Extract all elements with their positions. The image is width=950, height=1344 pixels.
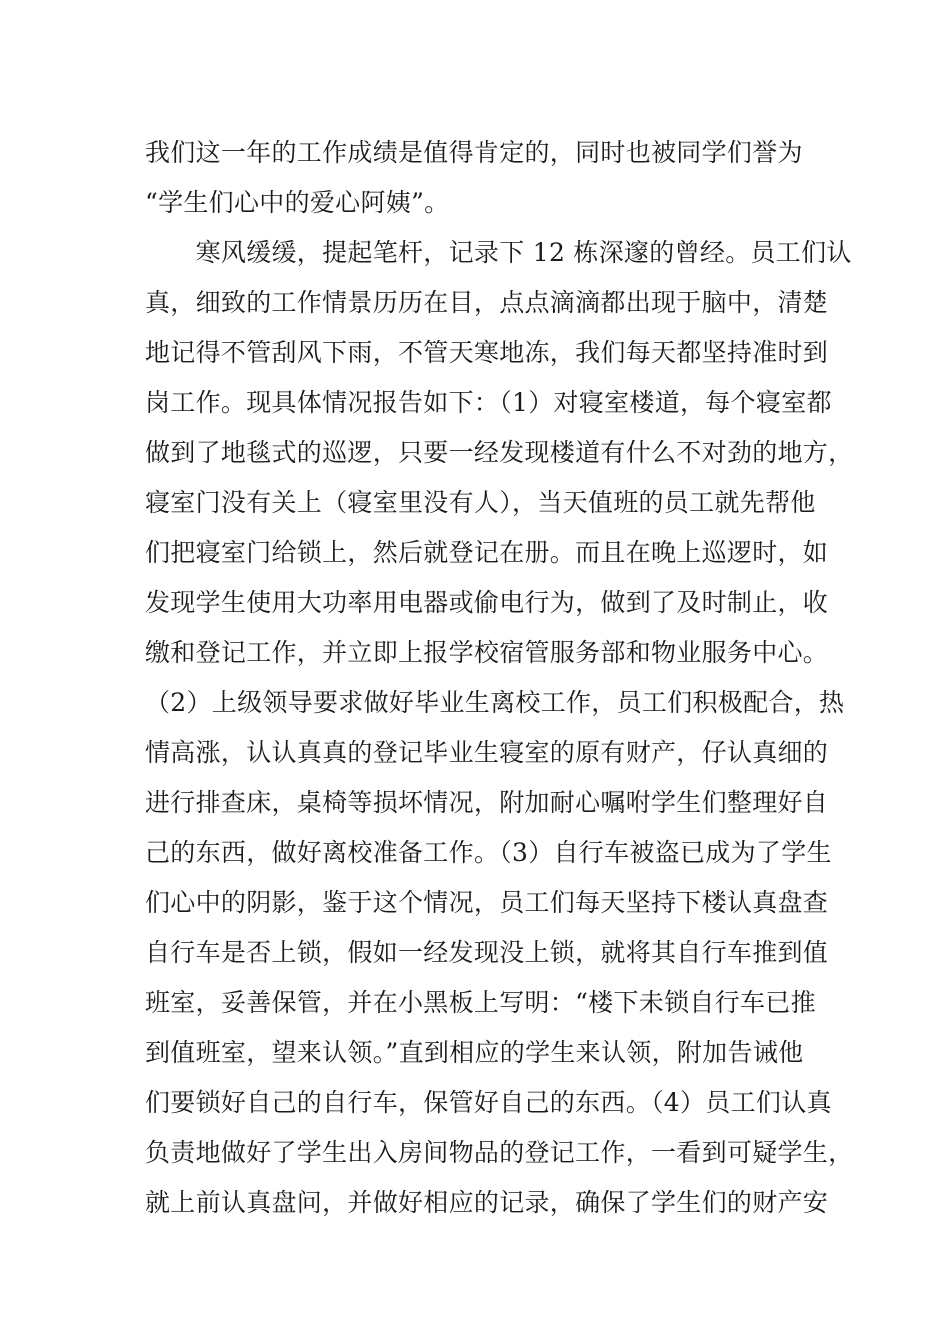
text-line: 缴和登记工作，并立即上报学校宿管服务部和物业服务中心。 (145, 638, 829, 667)
text-line: 到值班室，望来认领。”直到相应的学生来认领，附加告诫他 (145, 1038, 804, 1067)
text-line: 们要锁好自己的自行车，保管好自己的东西。（4）员工们认真 (145, 1088, 832, 1117)
text-line: 做到了地毯式的巡逻，只要一经发现楼道有什么不对劲的地方， (145, 438, 854, 467)
text-line: 真，细致的工作情景历历在目，点点滴滴都出现于脑中，清楚 (145, 288, 829, 317)
text-line: 寒风缓缓，提起笔杆，记录下 12 栋深邃的曾经。员工们认 (145, 238, 852, 267)
text-line: （2）上级领导要求做好毕业生离校工作，员工们积极配合，热 (145, 688, 845, 717)
text-line: 负责地做好了学生出入房间物品的登记工作，一看到可疑学生， (145, 1138, 854, 1167)
text-line: 地记得不管刮风下雨，不管天寒地冻，我们每天都坚持准时到 (145, 338, 829, 367)
body-text (145, 128, 854, 1228)
text-line: 班室，妥善保管，并在小黑板上写明：“楼下未锁自行车已推 (145, 988, 816, 1017)
text-line: 们心中的阴影，鉴于这个情况，员工们每天坚持下楼认真盘查 (145, 888, 829, 917)
text-line: 岗工作。现具体情况报告如下：（1）对寝室楼道，每个寝室都 (145, 388, 832, 417)
text-line: 自行车是否上锁，假如一经发现没上锁，就将其自行车推到值 (145, 938, 829, 967)
text-line: 发现学生使用大功率用电器或偷电行为，做到了及时制止，收 (145, 588, 829, 617)
text-line: 情高涨，认认真真的登记毕业生寝室的原有财产，仔认真细的 (145, 738, 829, 767)
text-line: 己的东西，做好离校准备工作。（3）自行车被盗已成为了学生 (145, 838, 832, 867)
text-line: 寝室门没有关上（寝室里没有人），当天值班的员工就先帮他 (145, 488, 816, 517)
text-line: 就上前认真盘问，并做好相应的记录，确保了学生们的财产安 (145, 1188, 829, 1217)
text-line: “学生们心中的爱心阿姨”。 (145, 188, 450, 217)
text-line: 们把寝室门给锁上，然后就登记在册。而且在晚上巡逻时，如 (145, 538, 829, 567)
text-line: 进行排查床，桌椅等损坏情况，附加耐心嘱咐学生们整理好自 (145, 788, 829, 817)
text-line: 我们这一年的工作成绩是值得肯定的，同时也被同学们誉为 (145, 138, 803, 167)
